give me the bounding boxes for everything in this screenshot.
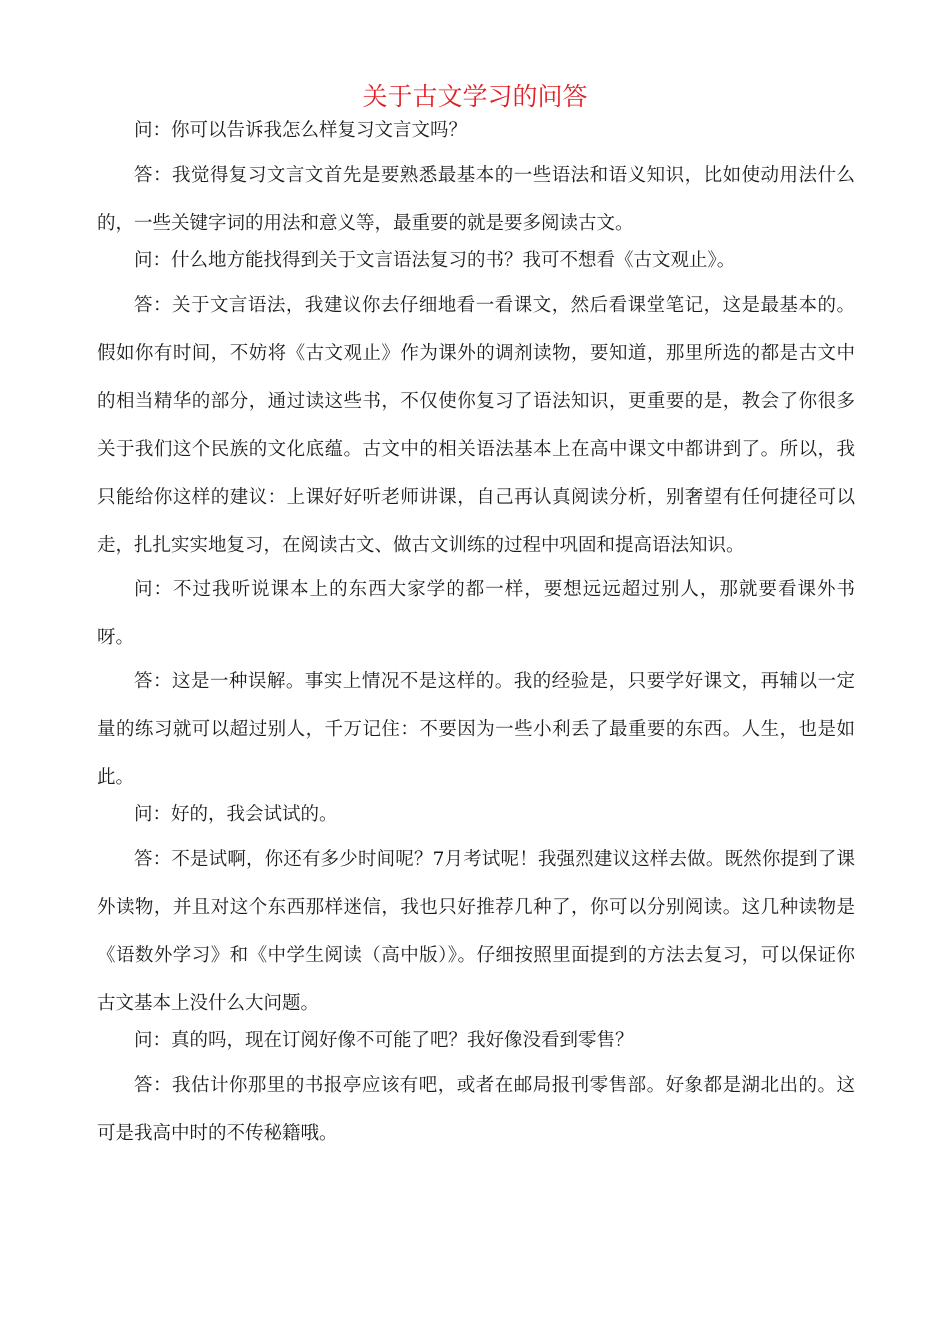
answer-paragraph: 答：我估计你那里的书报亭应该有吧，或者在邮局报刊零售部。好象都是湖北出的。这可是我高中时的不传秘籍哦。 xyxy=(97,1075,855,1144)
document-body xyxy=(97,114,855,1154)
question-paragraph: 问：你可以告诉我怎么样复习文言文吗？ xyxy=(134,120,468,141)
document-title: 关于古文学习的问答 xyxy=(362,82,588,111)
question-paragraph: 问：不过我听说课本上的东西大家学的都一样，要想远远超过别人，那就要看课外书呀。 xyxy=(97,579,855,648)
answer-paragraph: 答：这是一种误解。事实上情况不是这样的。我的经验是，只要学好课文，再辅以一定量的练习就可以超过别人，千万记住：不要因为一些小利丢了最重要的东西。人生，也是如此。 xyxy=(97,671,855,788)
answer-paragraph: 答：关于文言语法，我建议你去仔细地看一看课文，然后看课堂笔记，这是最基本的。假如你有时间，不妨将《古文观止》作为课外的调剂读物，要知道，那里所选的都是古文中的相当精华的部分，通过读这些书，不仅使你复习了语法知识，更重要的是，教会了你很多关于我们这个民族的文化底蕴。古文中的相关语法基本上在高中课文中都讲到了。所以，我只能给你这样的建议：上课好好听老师讲课，自己再认真阅读分析，别奢望有任何捷径可以走，扎扎实实地复习，在阅读古文、做古文训练的过程中巩固和提高语法知识。 xyxy=(97,295,855,556)
question-paragraph: 问：好的，我会试试的。 xyxy=(134,804,338,825)
question-paragraph: 问：真的吗，现在订阅好像不可能了吧？我好像没看到零售？ xyxy=(134,1030,634,1051)
answer-paragraph: 答：我觉得复习文言文首先是要熟悉最基本的一些语法和语义知识，比如使动用法什么的，一些关键字词的用法和意义等，最重要的就是要多阅读古文。 xyxy=(97,165,855,234)
answer-paragraph: 答：不是试啊，你还有多少时间呢？7月考试呢！我强烈建议这样去做。既然你提到了课外读物，并且对这个东西那样迷信，我也只好推荐几种了，你可以分别阅读。这几种读物是《语数外学习》和《中学生阅读（高中版）》。仔细按照里面提到的方法去复习，可以保证你古文基本上没什么大问题。 xyxy=(97,849,855,1014)
question-paragraph: 问：什么地方能找得到关于文言语法复习的书？我可不想看《古文观止》。 xyxy=(134,250,736,271)
